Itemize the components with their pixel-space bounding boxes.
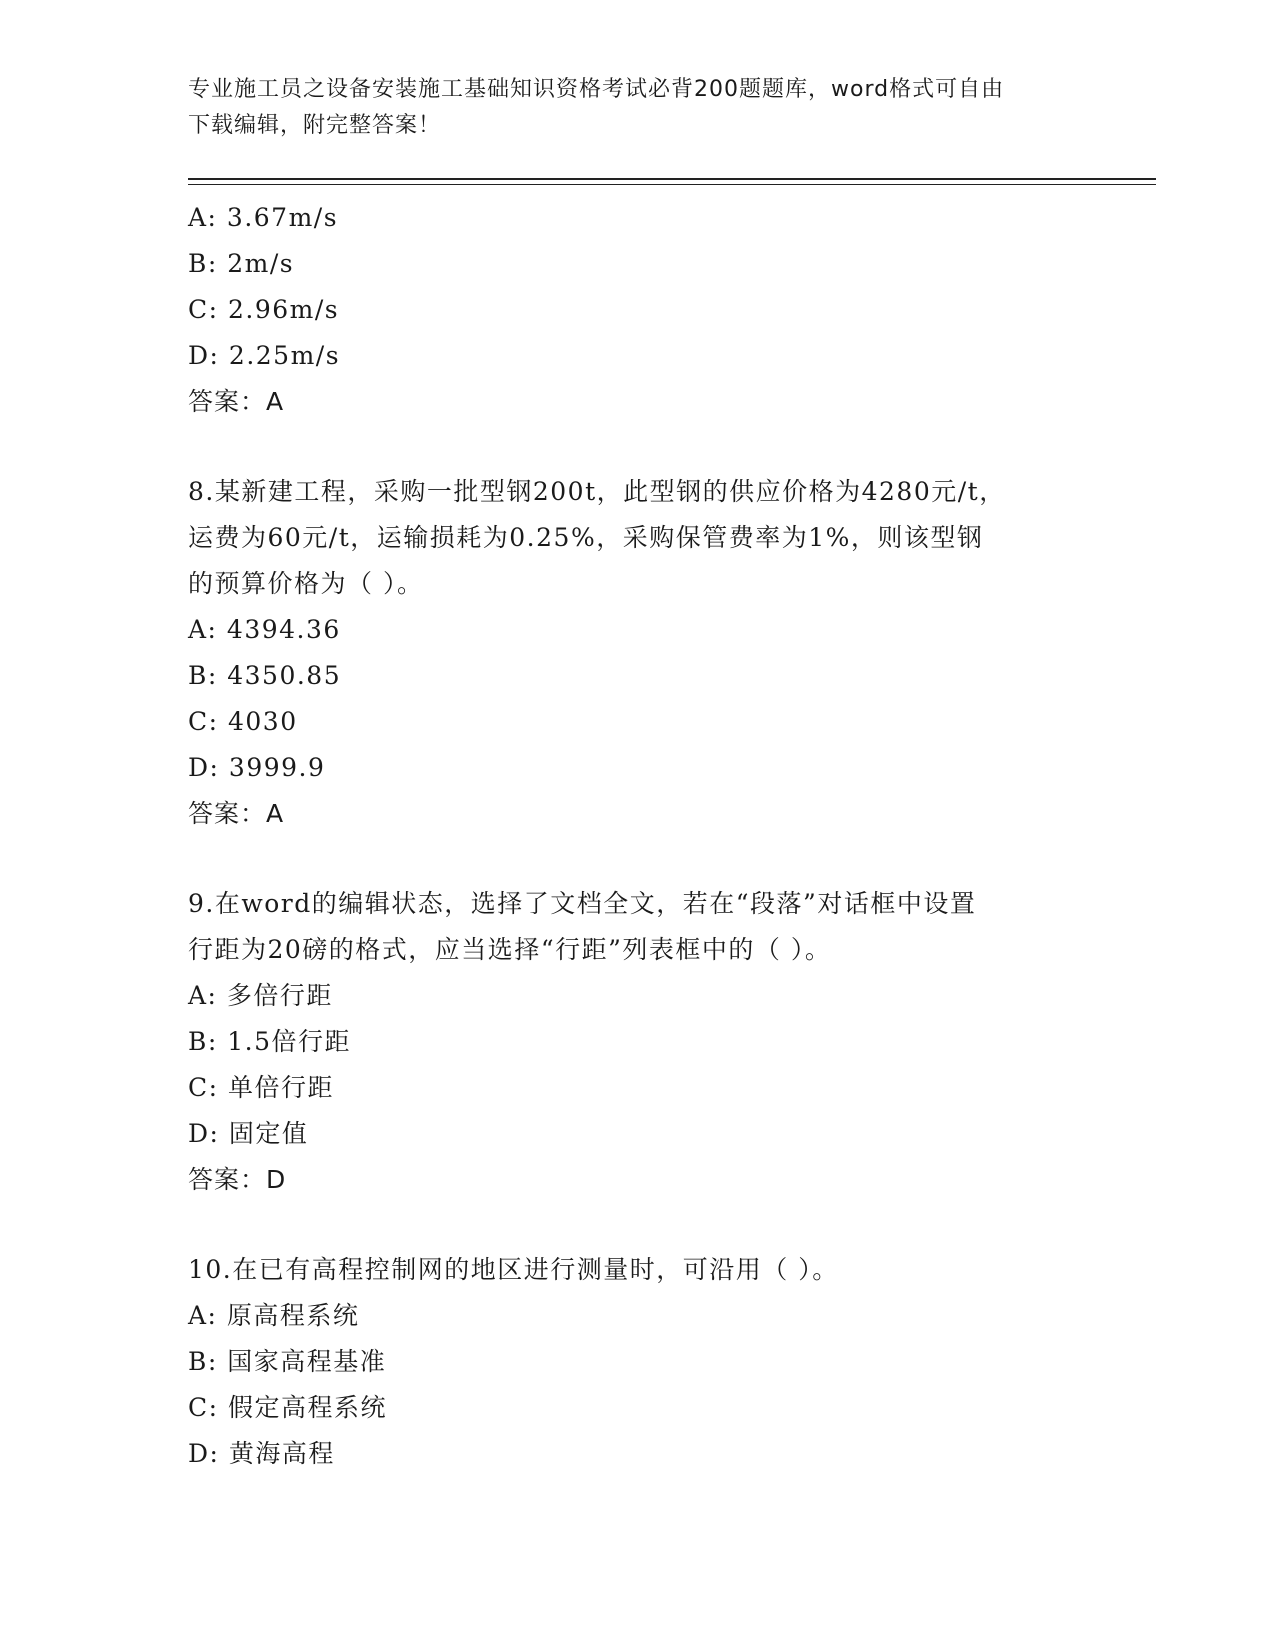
option-a: A: 4394.36 — [188, 615, 341, 644]
question-content — [188, 195, 1088, 1477]
stem-line: 10.在已有高程控制网的地区进行测量时，可沿用（ ）。 — [188, 1255, 839, 1284]
option-c: C: 假定高程系统 — [188, 1393, 387, 1422]
header-divider-thick — [188, 178, 1156, 180]
spacer — [188, 1203, 1088, 1247]
question-9 — [188, 881, 1088, 1203]
option-b: B: 4350.85 — [188, 661, 342, 690]
option-b: B: 2m/s — [188, 249, 295, 278]
answer: 答案：A — [188, 387, 285, 416]
option-c: C: 单倍行距 — [188, 1073, 334, 1102]
option-d: D: 2.25m/s — [188, 341, 341, 370]
question-stem — [188, 469, 1088, 607]
option-a: A: 3.67m/s — [188, 203, 339, 232]
stem-line: 9.在word的编辑状态，选择了文档全文，若在“段落”对话框中设置 — [188, 889, 977, 918]
option-d: D: 黄海高程 — [188, 1439, 335, 1468]
option-a: A: 原高程系统 — [188, 1301, 360, 1330]
stem-line: 的预算价格为（ ）。 — [188, 569, 424, 598]
spacer — [188, 425, 1088, 469]
question-stem — [188, 881, 1088, 973]
option-b: B: 1.5倍行距 — [188, 1027, 351, 1056]
stem-line: 行距为20磅的格式，应当选择“行距”列表框中的（ ）。 — [188, 935, 832, 964]
question-7 — [188, 195, 1088, 425]
stem-line: 运费为60元/t，运输损耗为0.25%，采购保管费率为1%，则该型钢 — [188, 523, 984, 552]
header-line-2: 下载编辑，附完整答案！ — [188, 113, 442, 138]
option-c: C: 2.96m/s — [188, 295, 340, 324]
question-stem — [188, 1247, 1088, 1293]
header-divider-thin — [188, 184, 1156, 185]
answer: 答案：A — [188, 799, 285, 828]
option-c: C: 4030 — [188, 707, 298, 736]
option-d: D: 3999.9 — [188, 753, 326, 782]
spacer — [188, 837, 1088, 881]
option-b: B: 国家高程基准 — [188, 1347, 387, 1376]
document-header — [188, 72, 1068, 144]
header-line-1: 专业施工员之设备安装施工基础知识资格考试必背200题题库，word格式可自由 — [188, 77, 1005, 102]
option-a: A: 多倍行距 — [188, 981, 333, 1010]
question-8 — [188, 469, 1088, 837]
stem-line: 8.某新建工程，采购一批型钢200t，此型钢的供应价格为4280元/t， — [188, 477, 1006, 506]
question-10 — [188, 1247, 1088, 1477]
option-d: D: 固定值 — [188, 1119, 309, 1148]
answer: 答案：D — [188, 1165, 287, 1194]
